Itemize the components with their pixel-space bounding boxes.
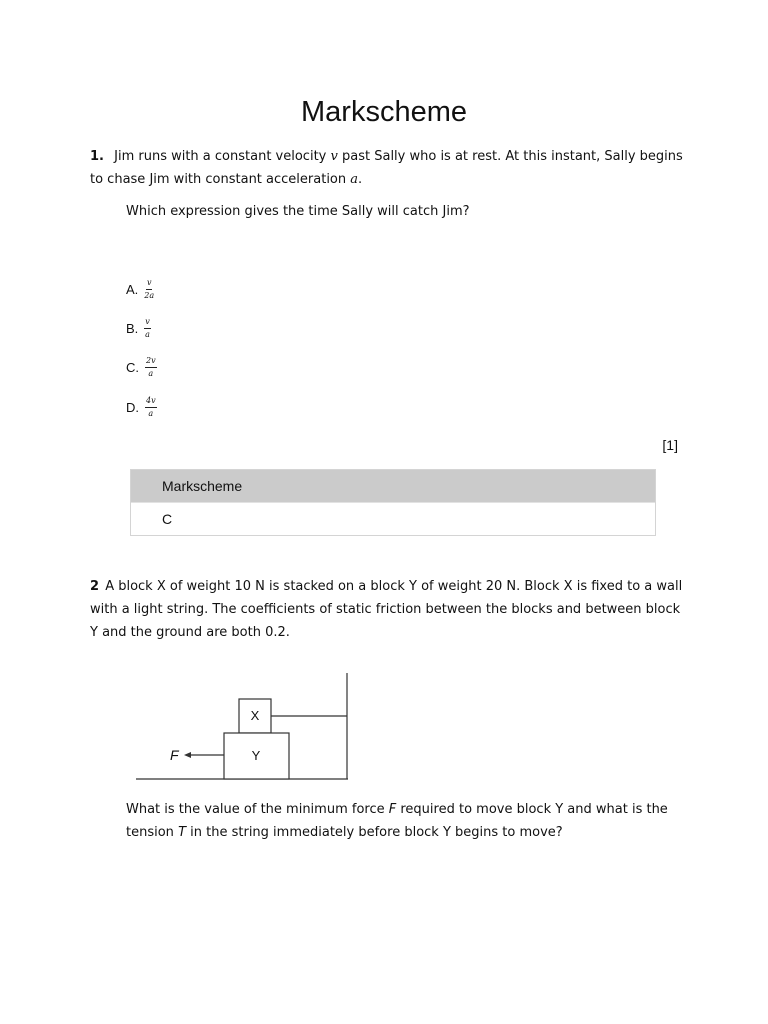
question-1-stem [90, 145, 690, 191]
question-1-text-part2: past Sally who is at rest. At this instant, Sally begins to chase Jim with constant acceleration [90, 149, 683, 187]
option-d-numerator: 4v [145, 396, 157, 408]
option-c-denominator: a [148, 369, 154, 378]
question-2-number: 2 [90, 579, 100, 594]
markscheme-table [130, 469, 656, 536]
question-1-text-end: . [358, 172, 363, 187]
page-title: Markscheme [301, 96, 467, 128]
option-a [126, 278, 154, 301]
option-b-fraction [144, 317, 151, 340]
acceleration-variable: a [350, 172, 359, 187]
option-c-label: C. [126, 360, 139, 375]
question-2-prompt-part1: What is the value of the minimum force [126, 802, 385, 817]
velocity-variable: v [330, 149, 338, 164]
option-a-label: A. [126, 282, 139, 297]
question-1-text-part1: Jim runs with a constant velocity [114, 149, 327, 164]
question-2-prompt [126, 798, 686, 844]
option-a-numerator: v [146, 278, 153, 290]
option-d [126, 396, 157, 419]
question-2-prompt-part3: in the string immediately before block Y begins to move? [190, 825, 563, 840]
question-2-stem [90, 575, 690, 644]
option-c [126, 356, 157, 379]
block-x-label: X [250, 708, 260, 723]
option-d-label: D. [126, 400, 139, 415]
force-arrowhead [184, 752, 191, 758]
tension-variable: T [178, 825, 187, 840]
force-variable: F [388, 802, 397, 817]
option-d-fraction [145, 396, 157, 419]
markscheme-answer: C [131, 502, 655, 535]
question-1-prompt: Which expression gives the time Sally will catch Jim? [126, 204, 470, 219]
question-1-number: 1. [90, 149, 104, 164]
markscheme-header: Markscheme [131, 470, 655, 502]
question-2-prompt-part2: required to move block Y and what is the tension [126, 802, 668, 840]
option-b [126, 317, 151, 340]
option-c-numerator: 2v [145, 356, 157, 368]
option-c-fraction [145, 356, 157, 379]
option-a-denominator: 2a [144, 291, 155, 300]
block-y-label: Y [251, 748, 261, 763]
force-label: F [170, 747, 179, 763]
option-b-denominator: a [145, 330, 150, 339]
option-a-fraction [144, 278, 154, 301]
option-b-label: B. [126, 321, 139, 336]
question-2-text: A block X of weight 10 N is stacked on a block Y of weight 20 N. Block X is fixed to a wall with a light string. The coefficients of static friction between the blocks and between block Y and the ground are both 0.2. [90, 579, 683, 640]
option-b-numerator: v [144, 317, 151, 329]
question-1-marks: [1] [662, 437, 678, 453]
blocks-diagram [130, 670, 355, 785]
option-d-denominator: a [148, 409, 154, 418]
